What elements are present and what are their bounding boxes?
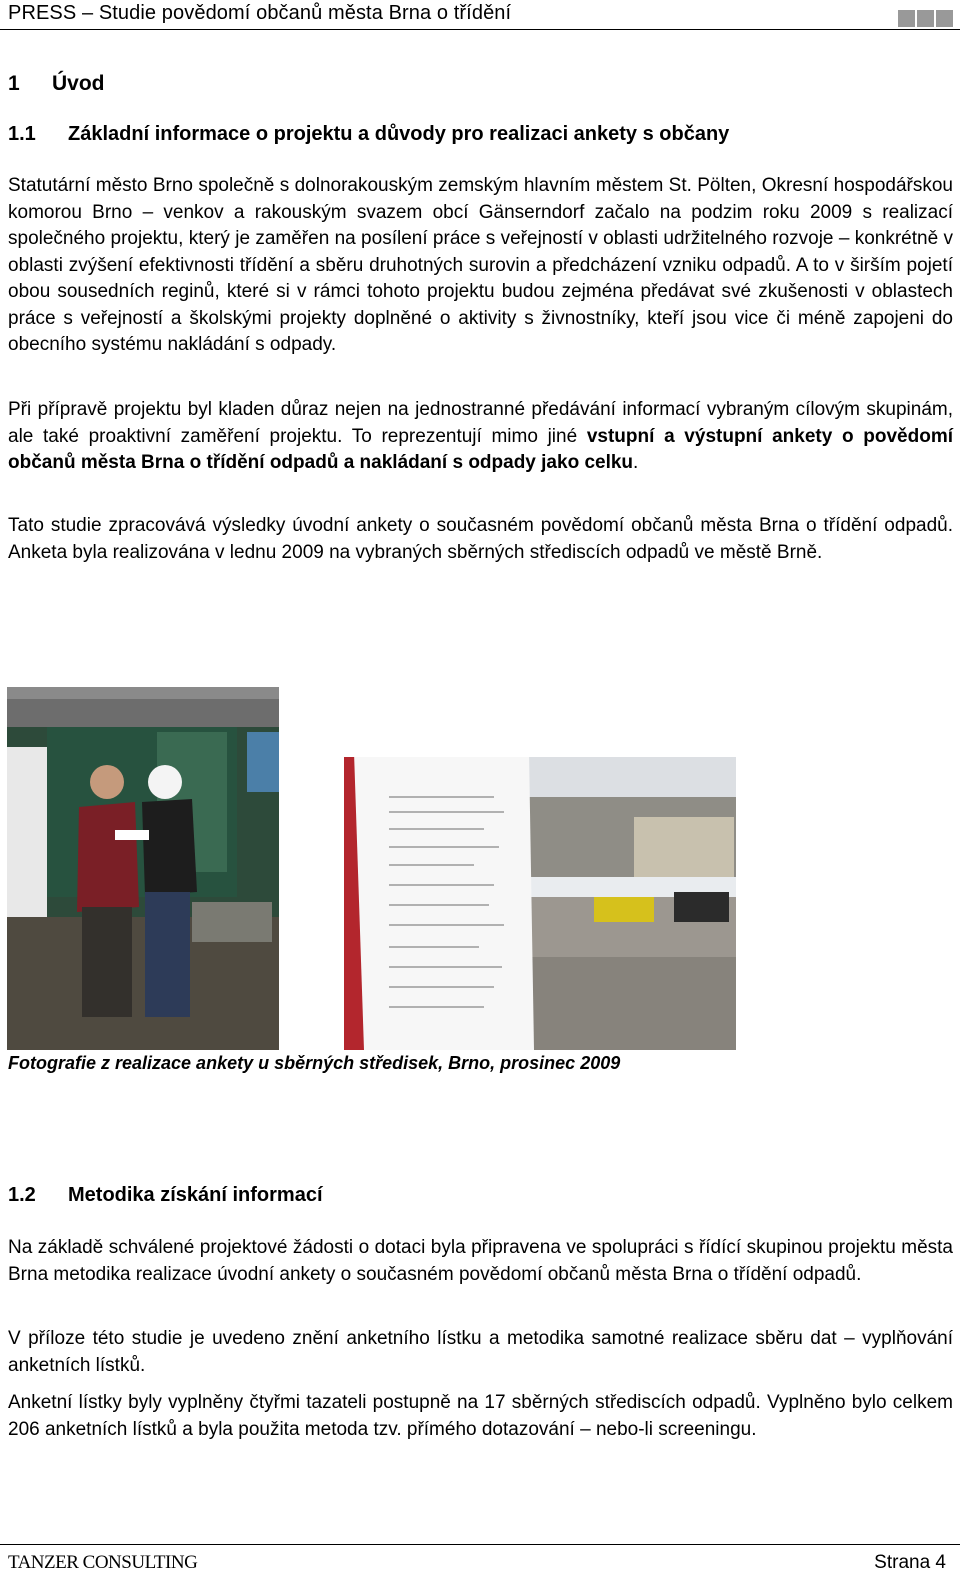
section-number: 1 (8, 72, 20, 95)
section-number: 1.2 (8, 1184, 36, 1206)
section-title: Základní informace o projektu a důvody pro realizaci ankety s občany (68, 123, 730, 145)
header-title: PRESS – Studie povědomí občanů města Brna o třídění (8, 2, 512, 24)
paragraph: Na základě schválené projektové žádosti o dotaci byla připravena ve spolupráci s řídící skupinou projektu města Brna metodika realizace úvodní ankety o současném povědomí občanů města Brna o třídění odpadů. (8, 1237, 953, 1285)
section-title: Úvod (52, 72, 105, 95)
section-number: 1.1 (8, 123, 36, 145)
figure-caption: Fotografie z realizace ankety u sběrných středisek, Brno, prosinec 2009 (8, 1053, 621, 1073)
photo-questionnaire (344, 757, 736, 1050)
page-number: Strana 4 (874, 1552, 946, 1573)
footer-company: TANZER CONSULTING (8, 1552, 198, 1573)
paragraph: Tato studie zpracovává výsledky úvodní ankety o současném povědomí občanů města Brna o třídění odpadů. Anketa byla realizována v lednu 2009 na vybraných sběrných střediscích odpadů ve městě Brně. (8, 515, 953, 563)
bold-text: vstupní a výstupní ankety o povědomí občanů města Brna o třídění odpadů a nakládaní s odpady jako celku (8, 425, 953, 473)
paragraph: Při přípravě projektu byl kladen důraz nejen na jednostranné předávání informací vybraným cílovým skupinám, ale také proaktivní zaměření projektu. To reprezentují mimo jiné vstupní a výstupní ankety o povědomí občanů města Brna o třídění odpadů a nakládaní s odpady jako celku. (8, 399, 953, 473)
photo-surveyors (7, 687, 279, 1050)
section-title: Metodika získání informací (68, 1184, 323, 1206)
paragraph: Statutární město Brno společně s dolnorakouským zemským hlavním městem St. Pölten, Okresní hospodářskou komorou Brno – venkov a rakouským svazem obcí Gänserndorf začalo na podzim roku 2009 s realizací společného projektu, který je zaměřen na posílení práce s veřejností v oblasti udržitelného rozvoje – konkrétně v oblasti zvýšení efektivnosti třídění a sběru druhotných surovin a předcházení vzniku odpadů. A to v širším pojetí obou sousedních reginů, které si v rámci tohoto projektu budou zejména předávat své zkušenosti v oblastech práce s veřejností a školskými projekty doplněné o aktivity s živnostníky, kteří jsou vice či méně zapojeni do obecního systému nakládání s odpady. (8, 175, 953, 355)
section-heading-1-2 (8, 1184, 323, 1207)
section-heading-1 (8, 72, 105, 96)
paragraph: Anketní lístky byly vyplněny čtyřmi tazateli postupně na 17 sběrných střediscích odpadů. Vyplněno bylo celkem 206 anketních lístků a byla použita metoda tzv. přímého dotazování – nebo-li screeningu. (8, 1392, 953, 1440)
section-heading-1-1 (8, 123, 729, 146)
header-rule (0, 29, 960, 30)
page-header (0, 0, 960, 32)
footer-rule (0, 1544, 960, 1545)
paragraph: V příloze této studie je uvedeno znění anketního lístku a metodika samotné realizace sběru dat – vyplňování anketních lístků. (8, 1328, 953, 1376)
